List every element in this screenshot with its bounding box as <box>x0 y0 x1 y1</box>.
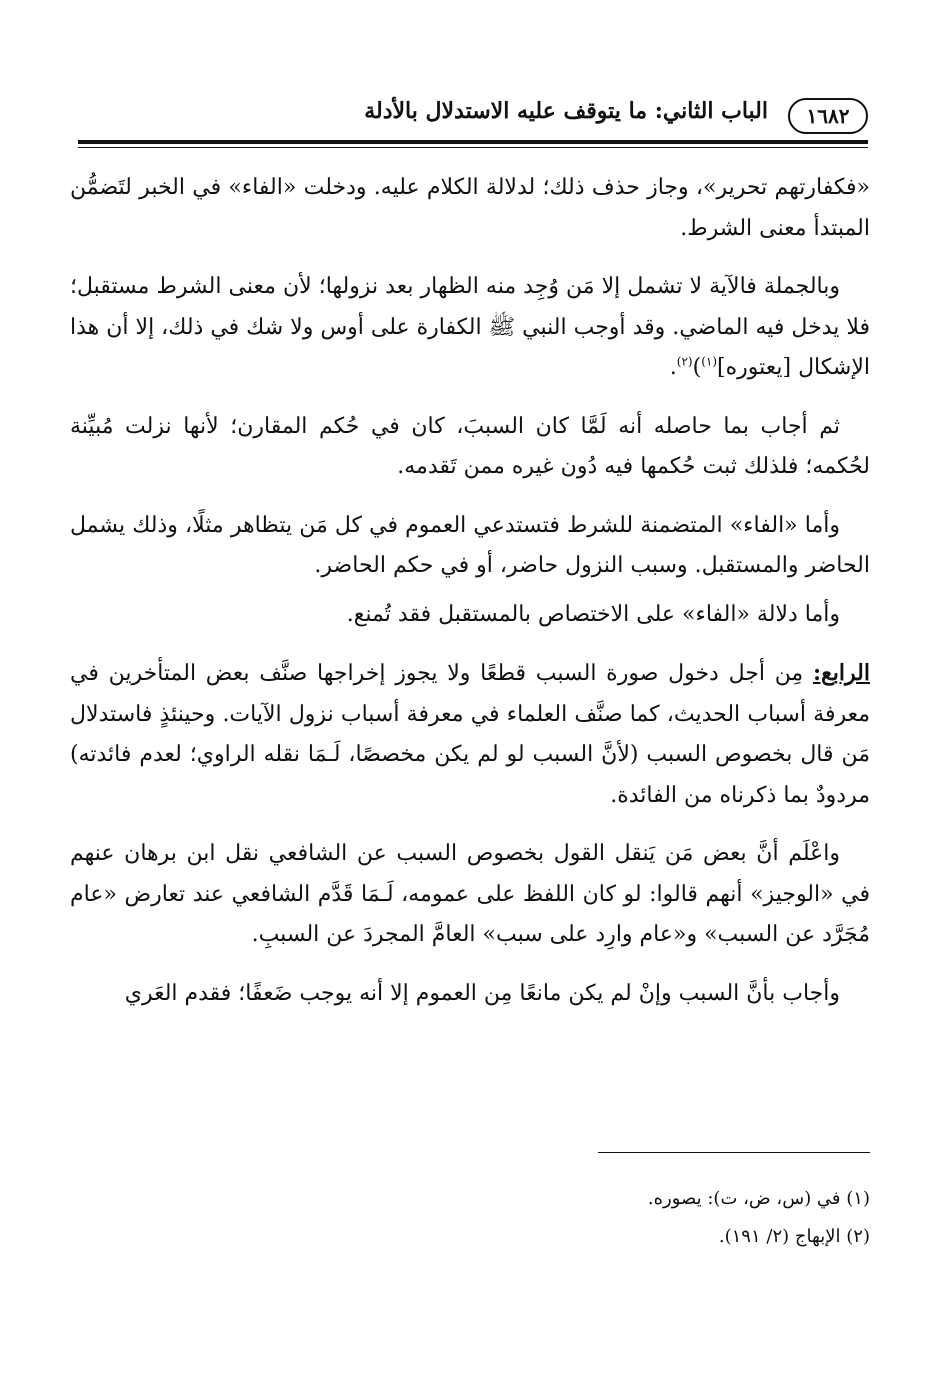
body-text <box>70 168 870 1032</box>
page-number: ١٦٨٢ <box>806 104 850 128</box>
paragraph-2: وبالجملة فالآية لا تشمل إلا مَن وُجِد منه الظهار بعد نزولها؛ لأن معنى الشرط مستقبل؛ فلا يدخل فيه الماضي. وقد أوجب النبي ﷺ الكفارة على أوس ولا شك في ذلك، إلا أن هذا الإشكال [يعتوره]$^{(١)}$)$^{(٢)}$. <box>70 274 870 380</box>
footnote-ref-2[interactable]: (٢) <box>676 354 693 369</box>
section-lead: الرابع: <box>812 660 870 686</box>
chapter-title: الباب الثاني: ما يتوقف عليه الاستدلال بالأدلة <box>364 98 768 124</box>
page-number-badge <box>788 98 868 134</box>
paragraph-1: «فكفارتهم تحرير»، وجاز حذف ذلك؛ لدلالة الكلام عليه. ودخلت «الفاء» في الخبر لتَضمُّن المبتدأ معنى الشرط. <box>70 175 870 241</box>
footnote-2: (٢) الإبهاج (٢/ ١٩١). <box>718 1226 870 1247</box>
footnote-ref-1[interactable]: (١) <box>701 354 718 369</box>
paragraph-6: الرابع: مِن أجل دخول صورة السبب قطعًا ولا يجوز إخراجها صنَّف بعض المتأخرين في معرفة أسباب الحديث، كما صنَّف العلماء في معرفة أسباب نزول الآيات. وحينئذٍ فاستدلال مَن قال بخصوص السبب (لأنَّ السبب لو لم يكن مخصصًا، لَـمَا نقله الراوي؛ لعدم فائدته) مردودٌ بما ذكرناه من الفائدة. <box>70 660 870 808</box>
paragraph-4: وأما «الفاء» المتضمنة للشرط فتستدعي العموم في كل مَن يتظاهر مثلًا، وذلك يشمل الحاضر والمستقبل. وسبب النزول حاضر، أو في حكم الحاضر. <box>70 512 870 578</box>
footnotes <box>70 1180 870 1256</box>
paragraph-5: وأما دلالة «الفاء» على الاختصاص بالمستقبل فقد تُمنع. <box>346 601 840 627</box>
page-header <box>78 94 868 138</box>
paragraph-3: ثم أجاب بما حاصله أنه لَمَّا كان السببَ، كان في حُكم المقارن؛ لأنها نزلت مُبيِّنة لحُكمه؛ فلذلك ثبت حُكمها فيه دُون غيره ممن تَقدمه. <box>70 413 870 479</box>
footnote-1: (١) في (س، ض، ت): يصوره. <box>647 1188 870 1209</box>
paragraph-7: واعْلَم أنَّ بعض مَن يَنقل القول بخصوص السبب عن الشافعي نقل ابن برهان عنهم في «الوجيز» أنهم قالوا: لو كان اللفظ على عمومه، لَـمَا قَدَّم الشافعي عند تعارض «عام مُجَرَّد عن السبب» و«عام وارِد على سبب» العامَّ المجردَ عن السببِ. <box>70 841 870 947</box>
header-rule-thin <box>78 147 868 148</box>
paragraph-8: وأجاب بأنَّ السبب وإنْ لم يكن مانعًا مِن العموم إلا أنه يوجب ضَعفًا؛ فقدم العَري <box>124 980 840 1006</box>
footnote-separator <box>598 1152 870 1153</box>
header-rule-thick <box>78 140 868 144</box>
